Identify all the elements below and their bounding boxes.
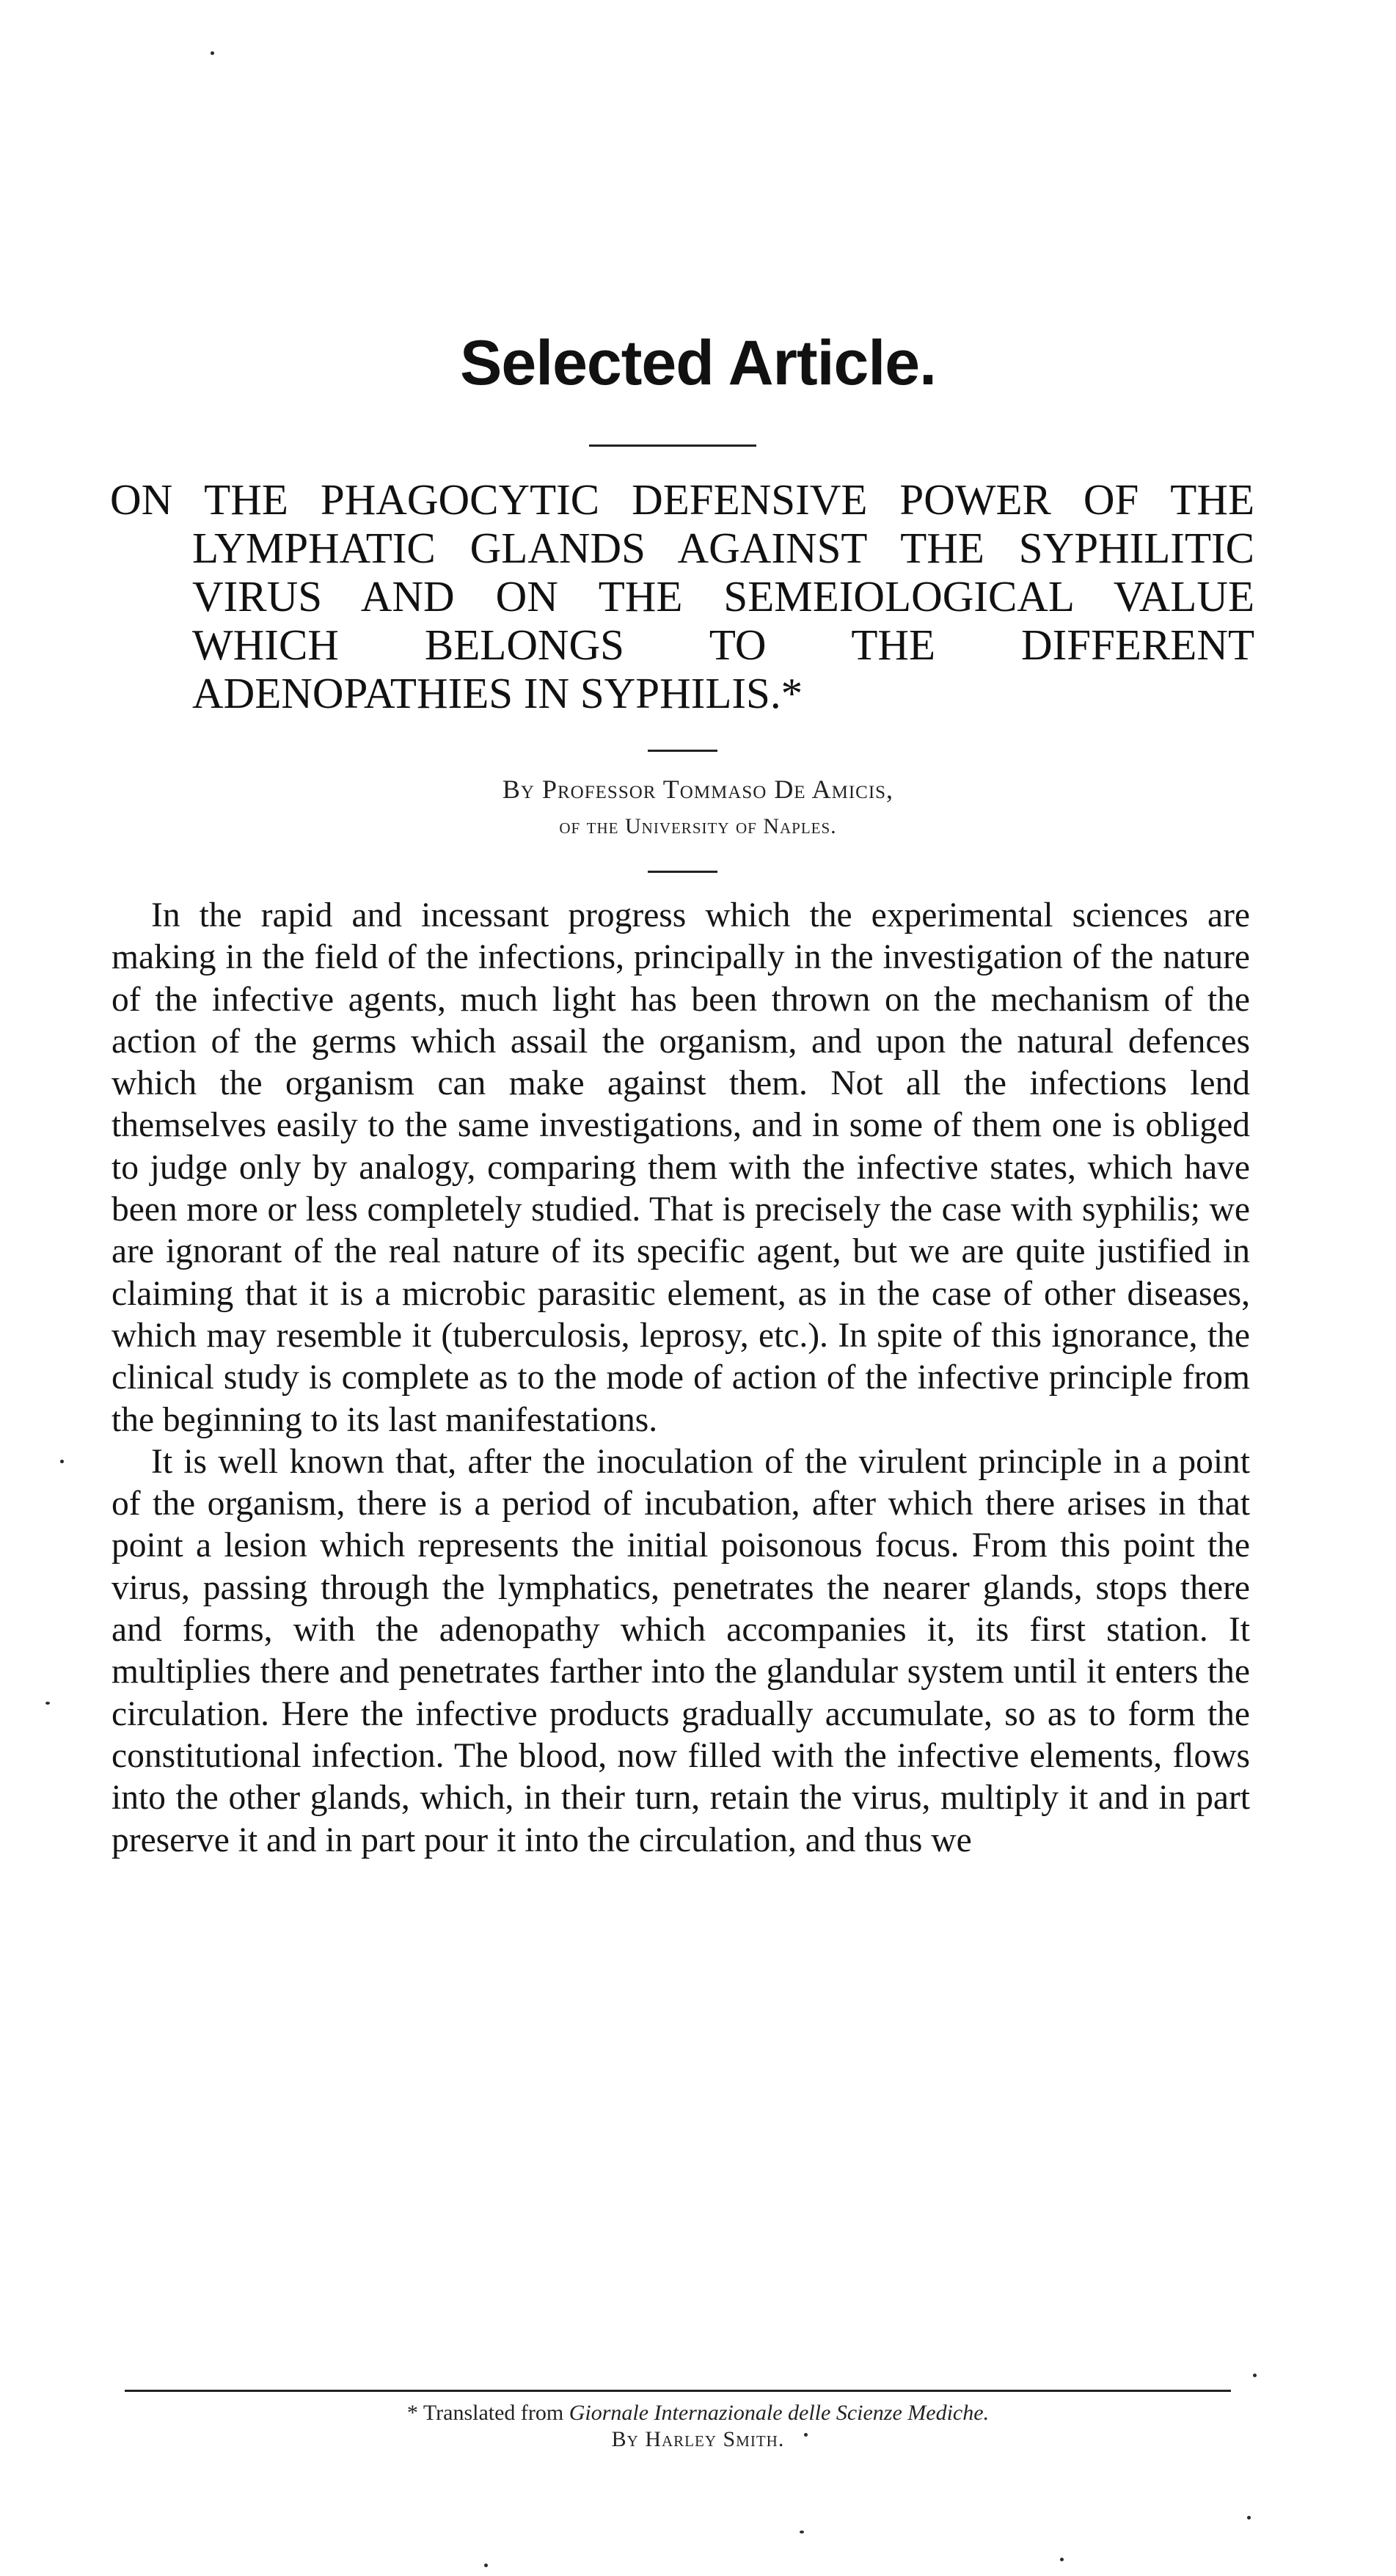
print-speck <box>60 1460 64 1463</box>
footnote-rule <box>125 2390 1231 2392</box>
footnote-journal: Giornale Internazionale delle Scienze Mediche. <box>569 2401 990 2425</box>
print-speck <box>484 2564 488 2567</box>
print-speck <box>211 51 214 55</box>
footnote-translator: By Harley Smith. <box>611 2427 785 2451</box>
print-speck <box>1060 2558 1064 2561</box>
body-paragraph: In the rapid and incessant progress which the experimental sciences are making in the field of the infections, principally in the investigation of the nature of the infective agents, much light has been thrown on the mechanism of the action of the germs which assail the organism, and upon the natural defences which the organism can make against them. Not all the infections lend themselves easily to the same investigations, and in some of them one is obliged to judge only by analogy, comparing them with the infective states, which have been more or less completely studied. That is precisely the case with syphilis; we are ignorant of the real nature of its specific agent, but we are quite justified in claiming that it is a microbic parasitic element, as in the case of other diseases, which may resemble it (tuberculosis, leprosy, etc.). In spite of this ignorance, the clinical study is complete as to the mode of action of the infective principle from the beginning to its last manifestations. <box>112 896 1250 1439</box>
footnote <box>0 2400 1396 2453</box>
body-paragraph: It is well known that, after the inoculation of the virulent principle in a point of the organism, there is a period of incubation, after which there arises in that point a lesion which represents the initial poisonous focus. From this point the virus, passing through the lymphatics, penetrates the nearer glands, stops there and forms, with the adenopathy which accompanies it, its first station. It multiplies there and penetrates farther into the glandular system until it enters the circulation. Here the infective products gradually accumulate, so as to form the constitutional infection. The blood, now filled with the infective elements, flows into the other glands, which, in their turn, retain the virus, multiply it and in part preserve it and in part pour it into the circulation, and thus we <box>112 1442 1250 1859</box>
footnote-prefix: * Translated from <box>406 2401 564 2425</box>
author-byline: By Professor Tommaso De Amicis, <box>502 775 894 804</box>
author-affiliation: of the University of Naples. <box>559 814 837 838</box>
print-speck <box>45 1702 50 1705</box>
print-speck <box>800 2531 804 2533</box>
heading-rule <box>589 444 756 447</box>
article-title: ON THE PHAGOCYTIC DEFENSIVE POWER OF THE LYMPHATIC GLANDS AGAINST THE SYPHILITIC VIRUS AND ON THE SEMEIOLOGICAL VALUE WHICH BELONGS TO THE DIFFERENT ADENOPATHIES IN SYPHILIS.* <box>110 475 1254 717</box>
byline-rule <box>648 871 717 873</box>
print-speck <box>1247 2516 1251 2520</box>
section-heading: Selected Article. <box>460 328 936 398</box>
print-speck <box>1253 2374 1257 2377</box>
article-body <box>112 895 1250 1862</box>
title-rule <box>648 750 717 752</box>
footnote-line <box>0 2400 1396 2426</box>
